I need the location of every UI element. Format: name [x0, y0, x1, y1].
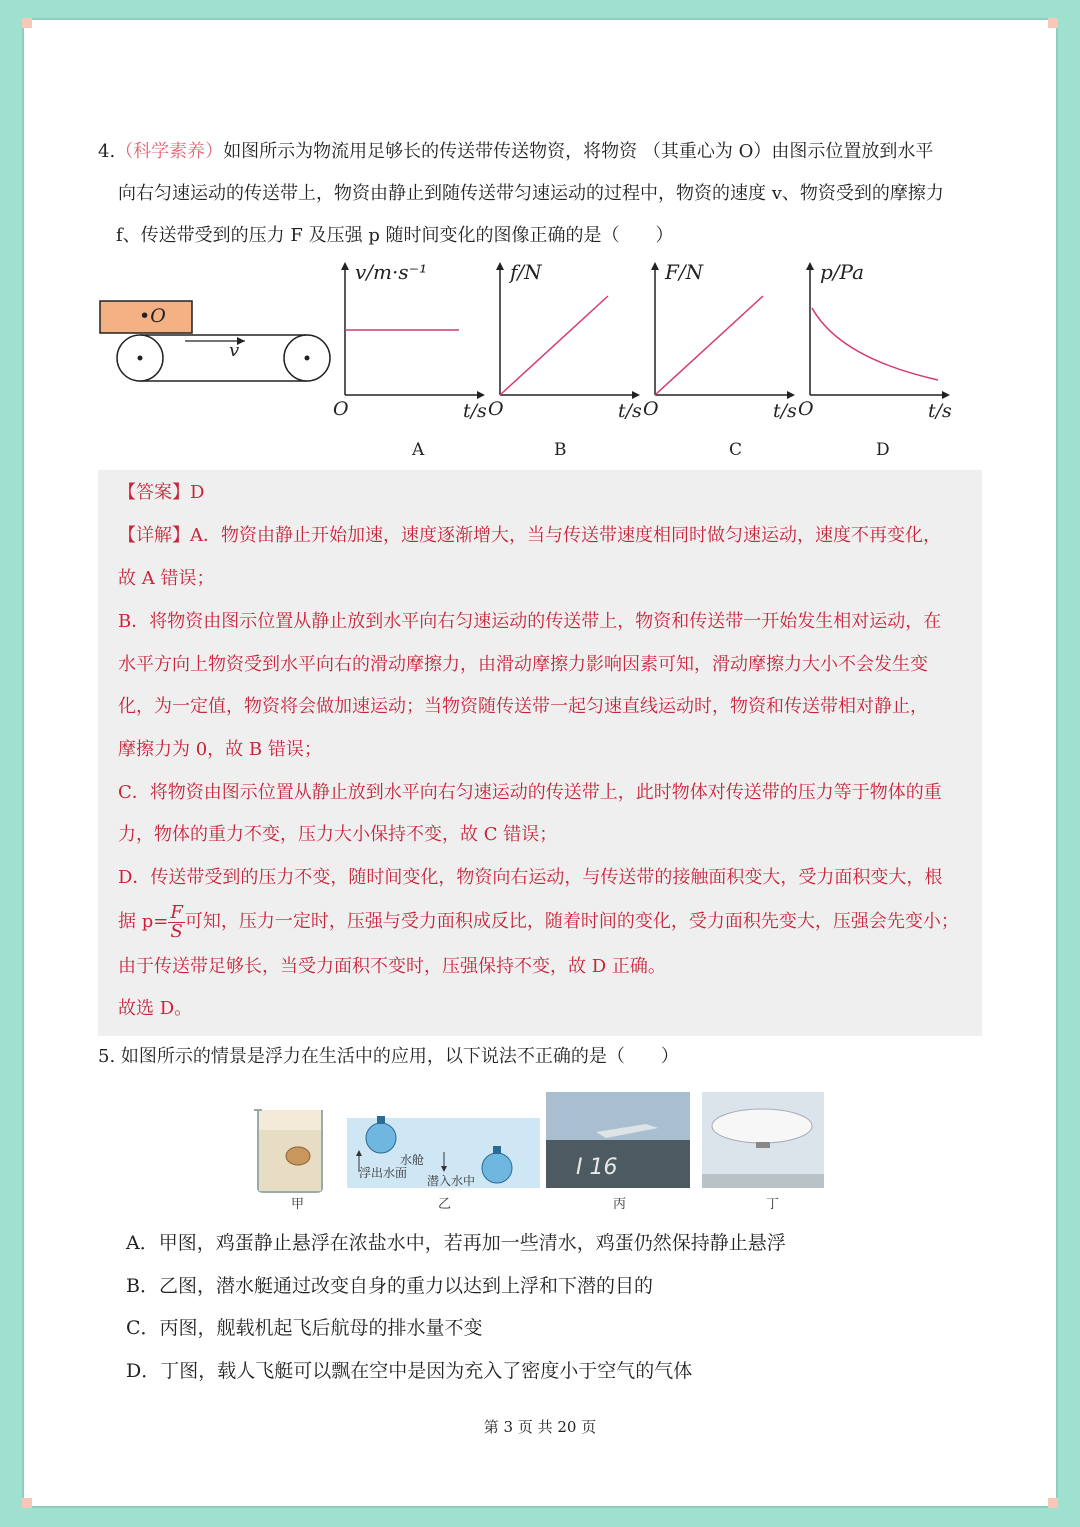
option-b: B．乙图，潜水艇通过改变自身的重力以达到上浮和下潜的目的	[126, 1275, 653, 1297]
graph-ylabel: F/N	[665, 260, 704, 284]
detail-text: A．物资由静止开始加速，速度逐渐增大，当与传送带速度相同时做匀速运动，速度不再变化，	[190, 525, 941, 546]
detail-line: B．将物资由图示位置从静止放到水平向右匀速运动的传送带上，物资和传送带一开始发生相对运动，在	[118, 611, 942, 632]
graph-origin: O	[798, 398, 814, 420]
detail-line: 水平方向上物资受到水平向右的滑动摩擦力，由滑动摩擦力影响因素可知，滑动摩擦力大小不会发生变	[118, 654, 928, 675]
corner-decoration	[22, 18, 32, 28]
page-footer: 第 3 页 共 20 页	[483, 1418, 597, 1436]
answer-line	[118, 478, 204, 504]
detail-line: C．将物资由图示位置从静止放到水平向右匀速运动的传送带上，此时物体对传送带的压力等于物体的重	[118, 782, 942, 803]
corner-decoration	[22, 1498, 32, 1508]
detail-line: 由于传送带足够长，当受力面积不变时，压强保持不变，故 D 正确。	[118, 956, 666, 977]
question-text: 如图所示为物流用足够长的传送带传送物资，将物资 （其重心为 O）由图示位置放到水平	[223, 141, 934, 162]
answer-value: D	[190, 482, 205, 503]
pressure-formula	[168, 901, 185, 942]
detail-line: 摩擦力为 0，故 B 错误；	[118, 739, 322, 760]
question-5-stem: 5. 如图所示的情景是浮力在生活中的应用，以下说法不正确的是（ ）	[98, 1046, 679, 1067]
graph-origin: O	[333, 398, 349, 420]
graph-ylabel: p/Pa	[820, 260, 865, 284]
submarine-floating	[366, 1123, 396, 1153]
graph-origin: O	[488, 398, 504, 420]
airship-icon	[712, 1109, 812, 1143]
cabin-label: 水舱	[400, 1153, 425, 1167]
corner-decoration	[1048, 1498, 1058, 1508]
formula-prefix: 据 p=	[118, 911, 169, 932]
conveyor-diagram	[95, 295, 335, 390]
detail-line: 力，物体的重力不变，压力大小保持不变，故 C 错误；	[118, 824, 558, 845]
question-4-line-2: 向右匀速运动的传送带上，物资由静止到随传送带匀速运动的过程中，物资的速度 v、物资受到的摩擦力	[118, 183, 944, 204]
egg-icon	[286, 1147, 310, 1165]
graph-ylabel: f/N	[510, 260, 542, 284]
airship-image	[702, 1092, 824, 1188]
formula-numerator: F	[170, 901, 183, 923]
detail-line: 故 A 错误；	[118, 568, 215, 589]
beaker-image	[250, 1100, 330, 1195]
conclusion-line: 故选 D。	[118, 998, 193, 1019]
center-of-mass-label: •O	[139, 305, 166, 327]
formula-line	[118, 902, 959, 942]
graph-option-label: A	[412, 440, 425, 460]
question-number: 4.	[98, 141, 116, 162]
submarine-diving	[482, 1153, 512, 1183]
graph-ylabel: v/m·s⁻¹	[355, 260, 428, 284]
question-4-line-3: f、传送带受到的压力 F 及压强 p 随时间变化的图像正确的是（ ）	[116, 225, 674, 246]
surface-label: 浮出水面	[359, 1166, 408, 1180]
option-a: A．甲图，鸡蛋静止悬浮在浓盐水中，若再加一些清水，鸡蛋仍然保持静止悬浮	[126, 1232, 786, 1254]
graph-curve	[655, 296, 763, 395]
velocity-label: v	[229, 340, 240, 361]
detail-line-1	[118, 521, 941, 547]
corner-decoration	[1048, 18, 1058, 28]
graph-option-label: D	[876, 440, 890, 460]
svg-text:I 16: I 16	[576, 1155, 618, 1180]
carrier-image	[546, 1092, 690, 1188]
formula-suffix: 可知，压力一定时，压强与受力面积成反比，随着时间的变化，受力面积先变大，压强会先变小；	[184, 911, 959, 932]
question-4-line-1	[98, 131, 933, 173]
graph-curve	[500, 296, 608, 395]
graph-origin: O	[643, 398, 659, 420]
answer-block	[98, 470, 982, 1036]
option-d: D．丁图，载人飞艇可以飘在空中是因为充入了密度小于空气的气体	[126, 1360, 693, 1382]
detail-label: 【详解】	[118, 525, 190, 546]
graph-xlabel: t/s	[928, 400, 952, 422]
image-caption-yi: 乙	[438, 1197, 452, 1212]
graph-xlabel: t/s	[618, 400, 642, 422]
graph-xlabel: t/s	[463, 400, 487, 422]
graph-option-label: C	[729, 440, 743, 460]
question-tag: （科学素养）	[115, 141, 224, 162]
answer-label: 【答案】	[118, 482, 190, 503]
graph-curve	[812, 308, 938, 380]
image-caption-bing: 丙	[613, 1197, 627, 1212]
dive-label: 潜入水中	[427, 1174, 476, 1188]
graph-xlabel: t/s	[773, 400, 797, 422]
image-caption-ding: 丁	[766, 1197, 780, 1212]
formula-denominator: S	[170, 920, 183, 942]
graph-option-label: B	[554, 440, 567, 460]
image-caption-jia: 甲	[291, 1197, 305, 1212]
detail-line: 化，为一定值，物资将会做加速运动；当物资随传送带一起匀速直线运动时，物资和传送带相对静止，	[118, 696, 928, 717]
option-c: C．丙图，舰载机起飞后航母的排水量不变	[126, 1317, 483, 1339]
detail-line: D．传送带受到的压力不变，随时间变化，物资向右运动，与传送带的接触面积变大，受力面积变大，根	[118, 867, 943, 888]
